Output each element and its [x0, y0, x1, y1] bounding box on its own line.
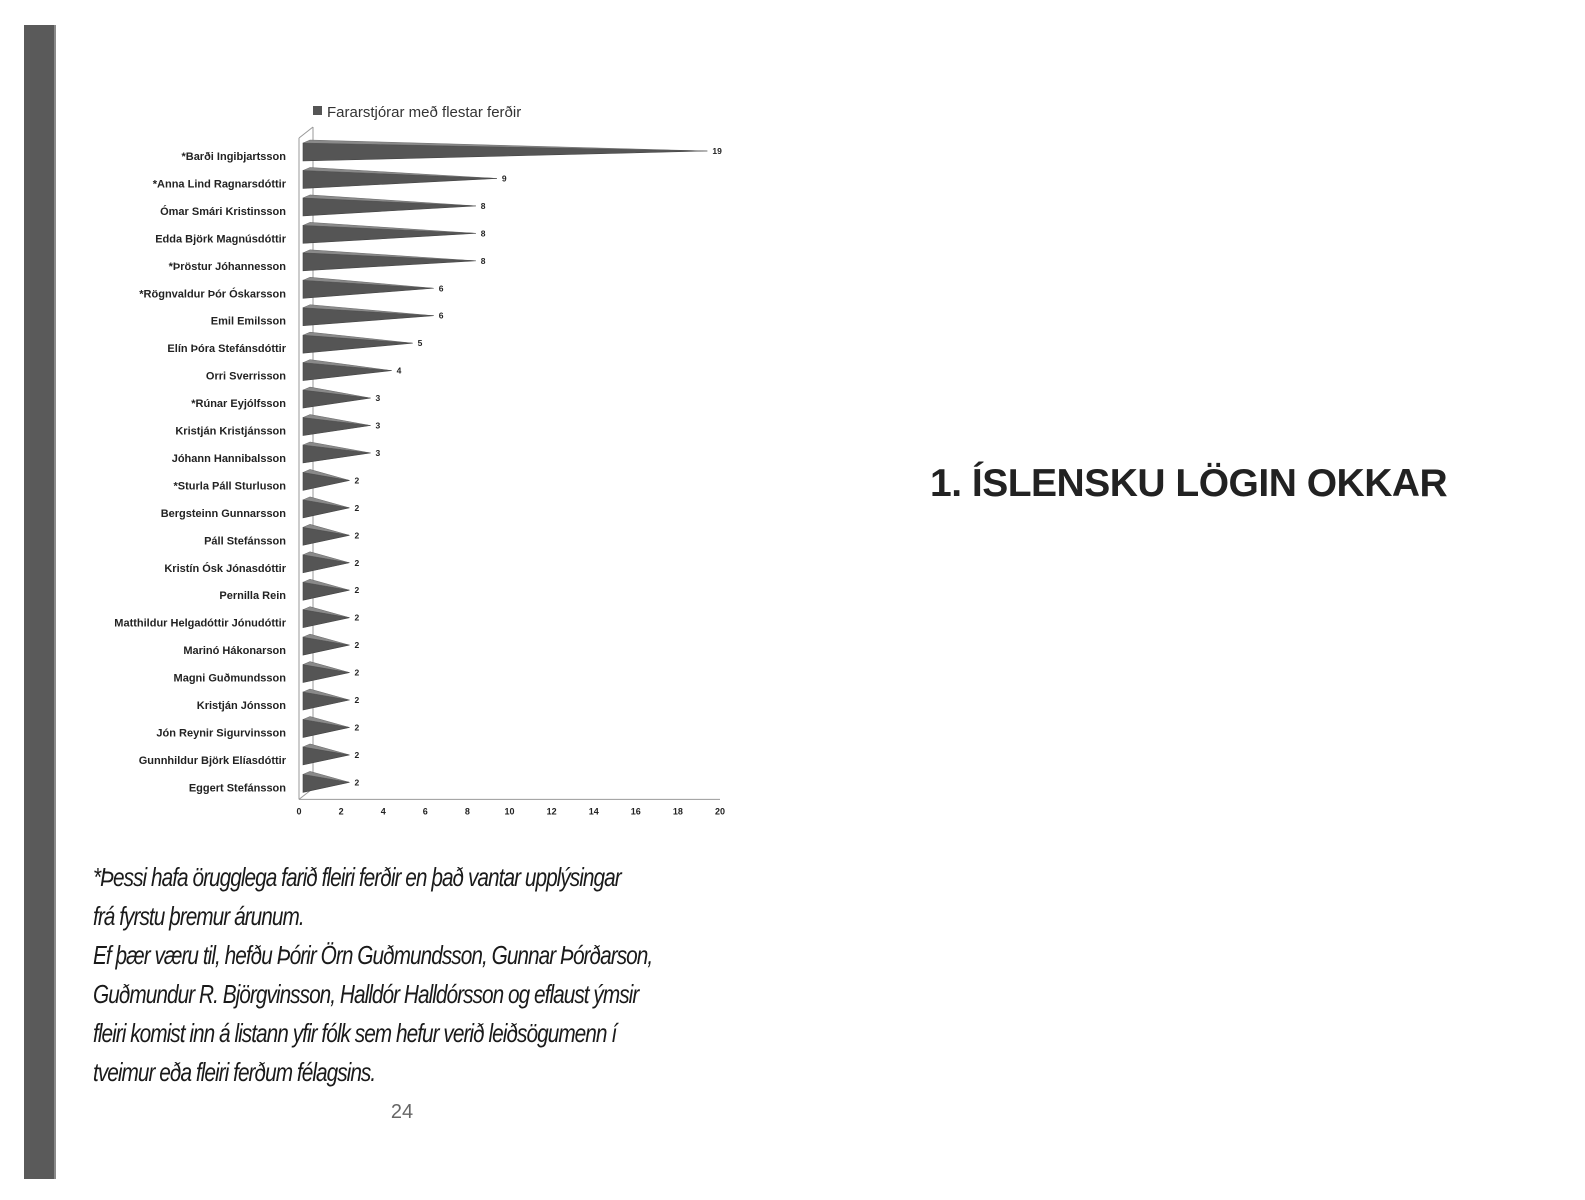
- x-tick-label: 6: [422, 806, 428, 817]
- chart-value-labels: [355, 146, 723, 787]
- value-label: 2: [354, 475, 360, 486]
- category-label: Orri Sverrisson: [205, 370, 286, 383]
- value-label: 2: [354, 585, 360, 596]
- x-tick-label: 16: [630, 806, 641, 817]
- category-label: Kristín Ósk Jónasdóttir: [164, 562, 286, 575]
- x-tick-label: 12: [546, 806, 557, 817]
- page-number: 24: [390, 1101, 414, 1123]
- value-label: 2: [354, 722, 360, 733]
- category-label: Edda Björk Magnúsdóttir: [155, 233, 286, 246]
- value-label: 3: [375, 393, 381, 404]
- category-label: Emil Emilsson: [210, 315, 286, 328]
- x-tick-label: 18: [672, 806, 683, 817]
- category-label: Elín Þóra Stefánsdóttir: [167, 343, 286, 356]
- category-label: Magni Guðmundsson: [173, 672, 286, 685]
- value-label: 2: [354, 695, 360, 705]
- footnote-line: fleiri komist inn á listann yfir fólk sem hefur verið leiðsögumenn í: [93, 1018, 617, 1048]
- x-tick-label: 14: [588, 806, 599, 817]
- value-label: 5: [417, 338, 423, 349]
- footnote: [93, 858, 733, 1092]
- category-label: Kristján Kristjánsson: [175, 425, 286, 438]
- legend-label: Fararstjórar með flestar ferðir: [327, 104, 522, 121]
- value-label: 4: [396, 365, 402, 376]
- category-label: *Þröstur Jóhannesson: [168, 260, 286, 273]
- chart-bars: [303, 140, 707, 792]
- footnote-line: Ef þær væru til, hefðu Þórir Örn Guðmundsson, Gunnar Þórðarson,: [93, 940, 653, 970]
- x-tick-label: 4: [380, 806, 386, 817]
- category-label: *Anna Lind Ragnarsdóttir: [152, 178, 286, 191]
- value-label: 3: [375, 447, 381, 458]
- x-tick-label: 20: [714, 806, 726, 817]
- chart-category-labels: [114, 151, 286, 794]
- value-label: 8: [480, 200, 486, 211]
- value-label: 2: [354, 530, 360, 541]
- footnote-line: tveimur eða fleiri ferðum félagsins.: [93, 1057, 376, 1087]
- chart-x-ticks: [296, 806, 725, 816]
- category-label: Eggert Stefánsson: [188, 782, 286, 795]
- category-label: *Rúnar Eyjólfsson: [191, 398, 286, 411]
- value-label: 2: [354, 502, 360, 513]
- category-label: Jóhann Hannibalsson: [171, 452, 286, 465]
- value-label: 8: [480, 228, 486, 239]
- chart-legend: [313, 104, 521, 121]
- category-label: Matthildur Helgadóttir Jónudóttir: [114, 617, 286, 630]
- value-label: 2: [354, 667, 360, 678]
- value-label: 8: [480, 255, 486, 266]
- footnote-line: *Þessi hafa örugglega farið fleiri ferðir en það vantar upplýsingar: [93, 862, 621, 892]
- category-label: Jón Reynir Sigurvinsson: [156, 727, 286, 740]
- value-label: 2: [354, 557, 360, 568]
- value-label: 9: [501, 173, 507, 184]
- value-label: 2: [354, 612, 360, 623]
- depth-edge-top: [299, 127, 313, 138]
- category-label: Kristján Jónsson: [196, 700, 286, 712]
- x-tick-label: 0: [296, 806, 302, 817]
- legend-swatch: [313, 106, 322, 115]
- bar-chart: [0, 0, 760, 840]
- value-label: 6: [438, 310, 444, 321]
- value-label: 2: [354, 640, 360, 651]
- footnote-line: Guðmundur R. Björgvinsson, Halldór Halldórsson og eflaust ýmsir: [93, 979, 639, 1009]
- category-label: Gunnhildur Björk Elíasdóttir: [138, 754, 286, 767]
- value-label: 6: [438, 283, 444, 294]
- category-label: *Rögnvaldur Þór Óskarsson: [139, 288, 286, 301]
- value-label: 2: [354, 749, 360, 760]
- x-tick-label: 8: [464, 806, 470, 817]
- category-label: Bergsteinn Gunnarsson: [160, 507, 286, 520]
- category-label: *Barði Ingibjartsson: [181, 151, 286, 163]
- value-label: 19: [712, 146, 722, 156]
- value-label: 3: [375, 420, 381, 431]
- category-label: *Sturla Páll Sturluson: [173, 480, 286, 493]
- category-label: Pernilla Rein: [219, 590, 286, 603]
- value-label: 2: [354, 777, 360, 788]
- x-tick-label: 2: [338, 806, 344, 817]
- category-label: Ómar Smári Kristinsson: [160, 205, 286, 218]
- category-label: Páll Stefánsson: [204, 535, 286, 548]
- section-heading: 1. ÍSLENSKU LÖGIN OKKAR: [930, 462, 1448, 505]
- x-tick-label: 10: [504, 806, 515, 817]
- category-label: Marinó Hákonarson: [183, 645, 286, 658]
- footnote-line: frá fyrstu þremur árunum.: [93, 901, 304, 931]
